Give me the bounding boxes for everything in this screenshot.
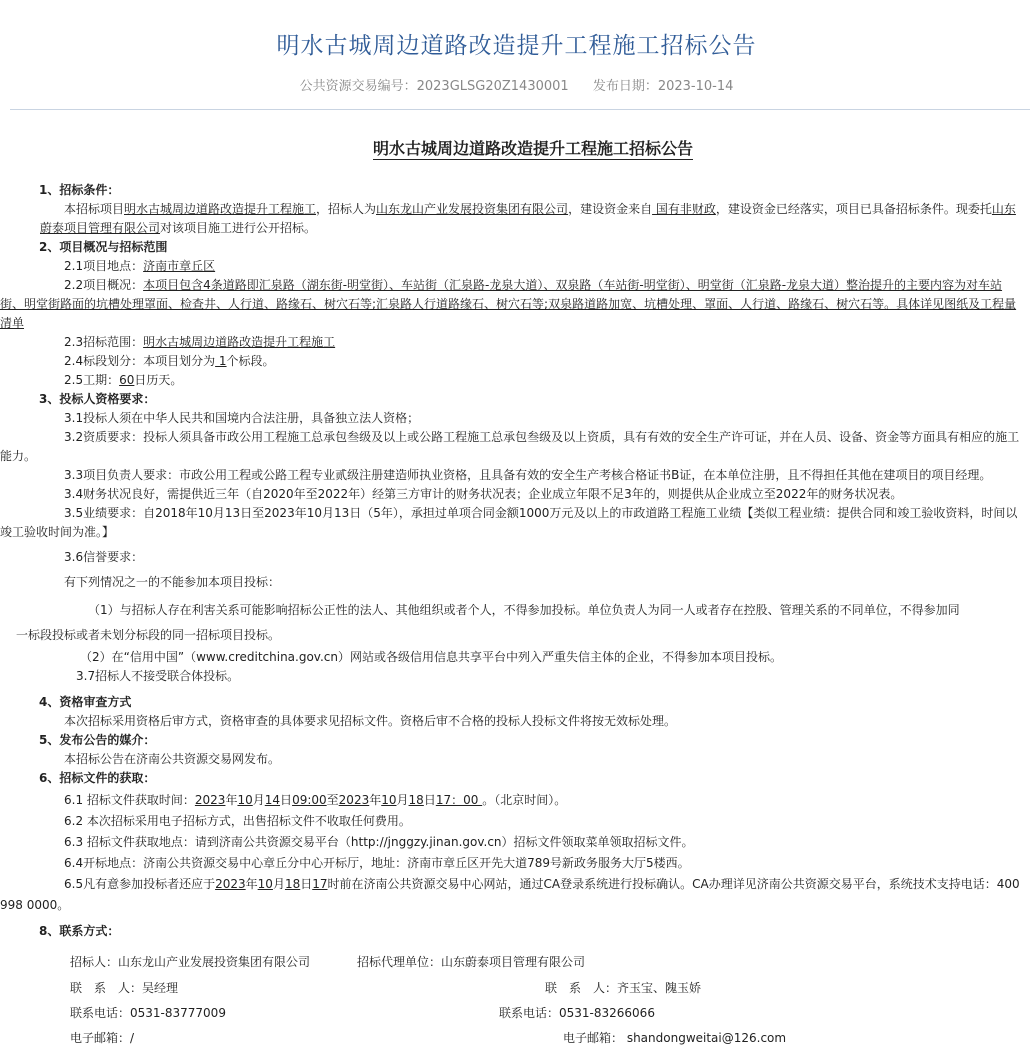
paragraph: 3.4财务状况良好，需提供近三年（自2020年至2022年）经第三方审计的财务状况表；企业成立年限不足3年的，则提供从企业成立至2022年的财务状况表。 [64, 487, 903, 501]
section-heading: 5、发布公告的媒介： [39, 733, 156, 747]
section-heading: 2、项目概况与招标范围 [39, 240, 168, 254]
paragraph: 6.1 招标文件获取时间：2023年10月14日09:00至2023年10月18日17：00 。（北京时间）。 [64, 793, 567, 807]
section-heading: 1、招标条件： [39, 183, 120, 197]
divider [10, 109, 1030, 110]
email-right: 电子邮箱： shandongweitai@126.com [563, 1031, 787, 1045]
email-left: 电子邮箱：/ [70, 1031, 135, 1045]
document-title: 明水古城周边道路改造提升工程施工招标公告 [372, 139, 693, 158]
paragraph: 3.3项目负责人要求：市政公用工程或公路工程专业贰级注册建造师执业资格，且具备有效的安全生产考核合格证书B证，在本单位注册，且不得担任其他在建项目的项目经理。 [64, 468, 992, 482]
paragraph: 有下列情况之一的不能参加本项目投标： [64, 575, 281, 589]
paragraph: 2.5工期：60日历天。 [64, 373, 183, 387]
page-title: 明水古城周边道路改造提升工程施工招标公告 [276, 33, 757, 59]
agent: 招标代理单位：山东蔚泰项目管理有限公司 [357, 955, 586, 969]
paragraph: 2.2项目概况：本项目包含4条道路即汇泉路（湖东街-明堂街）、车站街（汇泉路-龙泉大道）、双泉路（车站街-明堂街）、明堂街（汇泉路-龙泉大道）整治提升的主要内容为对车站街、明堂街路面的坑槽处理罩面、检查井、人行道、路缘石、树穴石等;汇泉路人行道路缘石、树穴石等;双泉路道路加宽、坑槽处理、罩面、人行道、路缘石、树穴石等。具体详见图纸及工程量清单 [0, 278, 1017, 330]
section-heading: 8、联系方式： [39, 924, 120, 938]
paragraph: 3.7招标人不接受联合体投标。 [76, 669, 240, 683]
contact-right: 联 系 人：齐玉宝、隗玉娇 [545, 981, 702, 995]
contact-left: 联 系 人：吴经理 [70, 981, 179, 995]
publish-date: 发布日期：2023-10-14 [592, 79, 734, 94]
phone-right: 联系电话：0531-83266066 [499, 1006, 655, 1020]
paragraph: （1）与招标人存在利害关系可能影响招标公正性的法人、其他组织或者个人，不得参加投标。单位负责人为同一人或者存在控股、管理关系的不同单位，不得参加同 [88, 603, 960, 617]
paragraph: 6.4开标地点：济南公共资源交易中心章丘分中心开标厅，地址：济南市章丘区开先大道789号新政务服务大厅5楼西。 [64, 856, 690, 870]
tenderer: 招标人：山东龙山产业发展投资集团有限公司 [70, 955, 311, 969]
paragraph: 一标段投标或者未划分标段的同一招标项目投标。 [16, 628, 281, 642]
section-heading: 4、资格审查方式 [39, 695, 132, 709]
paragraph: 本招标公告在济南公共资源交易网发布。 [64, 752, 281, 766]
paragraph: 6.5凡有意参加投标者还应于2023年10月18日17时前在济南公共资源交易中心网站，通过CA登录系统进行投标确认。CA办理详见济南公共资源交易平台，系统技术支持电话：400 998 0000。 [0, 877, 1020, 912]
paragraph: 3.1投标人须在中华人民共和国境内合法注册，具备独立法人资格； [64, 411, 420, 425]
paragraph: （2）在“信用中国”（www.creditchina.gov.cn）网站或各级信用信息共享平台中列入严重失信主体的企业，不得参加本项目投标。 [80, 650, 782, 664]
paragraph: 2.1项目地点：济南市章丘区 [64, 259, 216, 273]
paragraph: 3.2资质要求：投标人须具备市政公用工程施工总承包叁级及以上或公路工程施工总承包叁级及以上资质，具有有效的安全生产许可证，并在人员、设备、资金等方面具有相应的施工能力。 [0, 430, 1020, 463]
paragraph: 本招标项目明水古城周边道路改造提升工程施工，招标人为山东龙山产业发展投资集团有限公司，建设资金来自 国有非财政，建设资金已经落实，项目已具备招标条件。现委托山东蔚泰项目管理有限公司对该项目施工进行公开招标。 [40, 202, 1016, 235]
phone-left: 联系电话：0531-83777009 [70, 1006, 226, 1020]
paragraph: 6.2 本次招标采用电子招标方式，出售招标文件不收取任何费用。 [64, 814, 411, 828]
paragraph: 3.6信誉要求： [64, 550, 144, 564]
trade-number: 公共资源交易编号：2023GLSG20Z1430001 [299, 79, 569, 94]
document-body [0, 181, 1025, 941]
section-heading: 3、投标人资格要求： [39, 392, 156, 406]
meta-info [0, 75, 1033, 94]
paragraph: 2.3招标范围：明水古城周边道路改造提升工程施工 [64, 335, 336, 349]
paragraph: 2.4标段划分：本项目划分为 1个标段。 [64, 354, 275, 368]
paragraph: 6.3 招标文件获取地点：请到济南公共资源交易平台（http://jnggzy.jinan.gov.cn）招标文件领取菜单领取招标文件。 [64, 835, 694, 849]
paragraph: 3.5业绩要求：自2018年10月13日至2023年10月13日（5年），承担过单项合同金额1000万元及以上的市政道路工程施工业绩【类似工程业绩：提供合同和竣工验收资料，时间以竣工验收时间为准。】 [0, 506, 1018, 539]
paragraph: 本次招标采用资格后审方式，资格审查的具体要求见招标文件。资格后审不合格的投标人投标文件将按无效标处理。 [64, 714, 677, 728]
section-heading: 6、招标文件的获取： [39, 771, 156, 785]
